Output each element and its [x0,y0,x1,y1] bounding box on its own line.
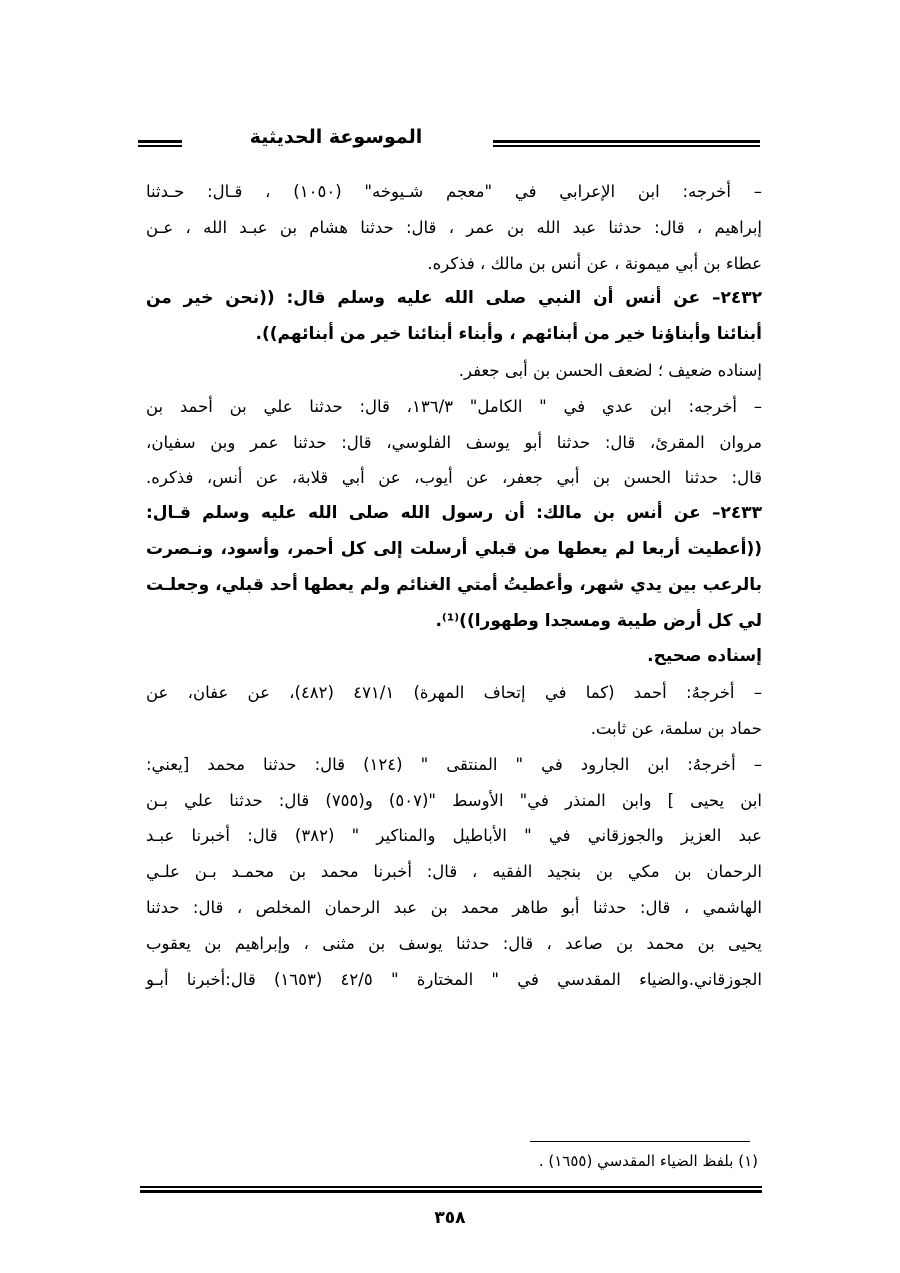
text-line: قال: حدثنا الحسن بن أبي جعفر، عن أيوب، عن أبي قلابة، عن أنس، فذكره. [146,468,762,488]
text-line: بالرعب بين يدي شهر، وأعطيتُ أمتي الغنائم ولم يعطها أحد قبلي، وجعلـت [146,574,762,595]
text-line: ((أعطيت أربعا لم يعطها من قبلي أرسلت إلى كل أحمر، وأسود، ونـصرت [146,538,762,559]
header-rule-right [493,140,760,147]
text-line: الرحمان بن مكي بن بنجيد الفقيه ، قال: أخبرنا محمد بن محمـد بـن علـي [146,862,762,882]
text-line: ٢٤٣٢– عن أنس أن النبي صلى الله عليه وسلم قال: ((نحن خير من [146,288,762,309]
footer-rule [140,1186,762,1193]
text-line: ابن يحيى ] وابن المنذر في" الأوسط "(٥٠٧) و(٧٥٥) قال: حدثنا علي بـن [146,790,762,810]
text-line: الجوزقاني.والضياء المقدسي في " المختارة " ٤٢/٥ (١٦٥٣) قال:أخبرنا أبـو [146,969,763,989]
body-text [146,174,762,997]
running-header [138,126,760,160]
text-line: ٢٤٣٣– عن أنس بن مالك: أن رسول الله صلى الله عليه وسلم قـال: [146,503,762,524]
text-line: عبد العزيز والجوزقاني في " الأباطيل والمناكير " (٣٨٢) قال: أخبرنا عبـد [146,826,762,846]
footnote: (١) بلفظ الضياء المقدسي (١٦٥٥) . [538,1152,758,1170]
text-line: لي كل أرض طيبة ومسجدا وطهورا))⁽¹⁾. [435,610,762,631]
text-line: – أخرجهُ: أحمد (كما في إتحاف المهرة) ٤٧١/١ (٤٨٢)، عن عفان، عن [146,683,762,703]
text-line: الهاشمي ، قال: حدثنا أبو طاهر محمد بن عبد الرحمان المخلص ، قال: حدثنا [146,897,762,917]
text-line: إسناده صحيح. [647,646,762,667]
text-line: – أخرجه: ابن الإعرابي في "معجم شـيوخه" (١٠٥٠) ، قـال: حـدثنا [146,182,762,201]
text-line: حماد بن سلمة، عن ثابت. [590,718,762,738]
text-line: إبراهيم ، قال: حدثنا عبد الله بن عمر ، قال: حدثنا هشام بن عبـد الله ، عـن [146,217,762,237]
header-rule-left [138,140,182,147]
text-line: – أخرجه: ابن عدي في " الكامل" ١٣٦/٣، قال: حدثنا علي بن أحمد بن [146,396,762,416]
text-line: أبنائنا وأبناؤنا خير من أبنائهم ، وأبناء أبنائنا خير من أبنائهم)). [255,324,762,345]
footnote-separator [530,1141,750,1142]
header-title: الموسوعة الحديثية [249,126,423,148]
text-line: – أخرجهُ: ابن الجارود في " المنتقى " (١٢٤) قال: حدثنا محمد [يعني: [146,754,762,774]
text-line: عطاء بن أبي ميمونة ، عن أنس بن مالك ، فذكره. [427,253,762,273]
text-line: إسناده ضعيف ؛ لضعف الحسن بن أبى جعفر. [458,360,762,380]
text-line: يحيى بن محمد بن صاعد ، قال: حدثنا يوسف بن مثنى ، وإبراهيم بن يعقوب [146,933,762,953]
text-line: مروان المقرئ، قال: حدثنا أبو يوسف الفلوسي، قال: حدثنا عمر وبن سفيان، [146,432,762,452]
page-number: ٣٥٨ [434,1208,466,1228]
